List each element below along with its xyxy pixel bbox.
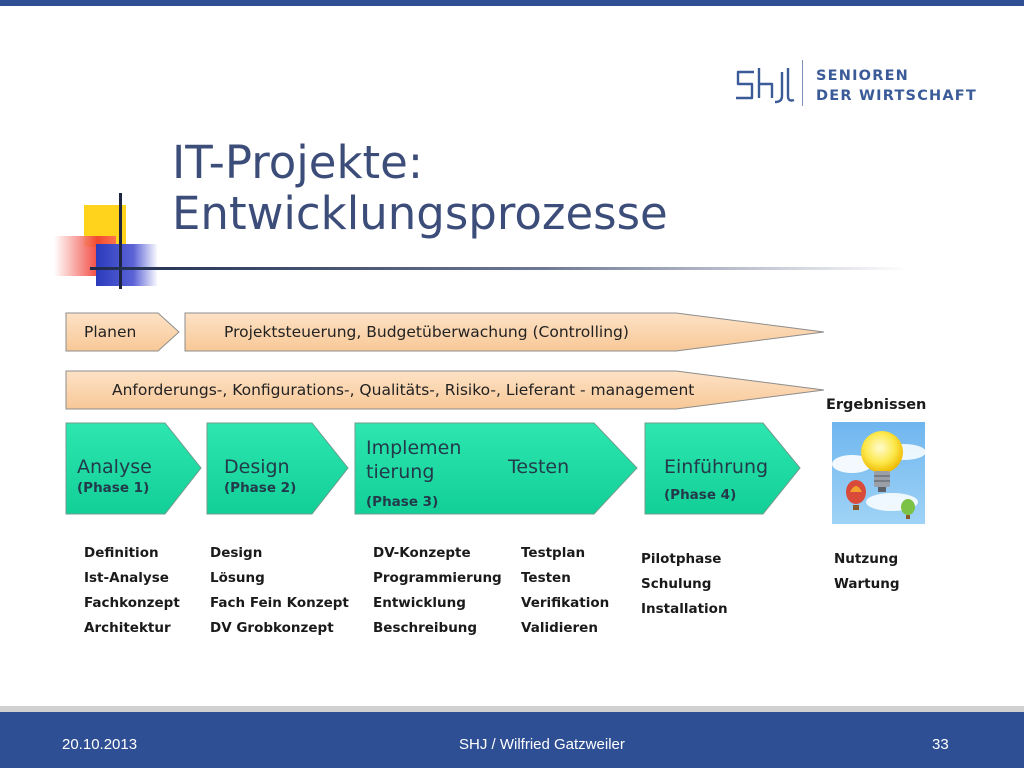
list-item: Ist-Analyse	[84, 570, 169, 586]
title-line-1: IT-Projekte:	[172, 136, 423, 189]
bar-projektsteuerung-label: Projektsteuerung, Budgetüberwachung (Controlling)	[224, 323, 629, 341]
list-item: Entwicklung	[373, 595, 466, 611]
footer-author: SHJ / Wilfried Gatzweiler	[459, 736, 625, 753]
list-item: Wartung	[834, 576, 900, 592]
list-testen	[521, 541, 609, 641]
list-item: DV Grobkonzept	[210, 620, 334, 636]
phase-implementierung-name-line1: Implemen	[366, 437, 462, 459]
list-item: Nutzung	[834, 551, 899, 567]
lightbulb-balloons-icon	[832, 422, 925, 524]
list-implementierung	[373, 541, 502, 641]
list-item: Definition	[84, 545, 159, 561]
list-item: Beschreibung	[373, 620, 478, 636]
phase-implementierung-number: (Phase 3)	[366, 494, 439, 510]
list-item: Validieren	[521, 620, 598, 636]
phase-einfuehrung-number: (Phase 4)	[664, 487, 737, 503]
list-item: Verifikation	[521, 595, 610, 611]
phase-analyse-name: Analyse	[77, 456, 152, 478]
list-item: Fachkonzept	[84, 595, 180, 611]
list-item: Architektur	[84, 620, 171, 636]
footer-date: 20.10.2013	[62, 736, 138, 753]
list-item: Fach Fein Konzept	[210, 595, 349, 611]
list-design	[210, 541, 349, 641]
list-item: Schulung	[641, 576, 712, 592]
list-item: DV-Konzepte	[373, 545, 471, 561]
logo-text-der-wirtschaft: DER WIRTSCHAFT	[816, 88, 977, 104]
phase-implementierung-name-line2: tierung	[366, 461, 435, 483]
list-einfuehrung	[641, 547, 728, 622]
list-ergebnisse	[834, 547, 900, 597]
footer-page-number: 33	[932, 736, 949, 753]
phase-design-number: (Phase 2)	[224, 480, 297, 496]
bar-management-label: Anforderungs-, Konfigurations-, Qualitäts-, Risiko-, Lieferant - management	[112, 381, 695, 399]
list-item: Lösung	[210, 570, 265, 586]
phase-analyse-number: (Phase 1)	[77, 480, 150, 496]
logo-text-senioren: SENIOREN	[816, 68, 910, 84]
title-line-2: Entwicklungsprozesse	[172, 187, 668, 240]
list-item: Installation	[641, 601, 728, 617]
phase-einfuehrung-name: Einführung	[664, 456, 769, 478]
results-title: Ergebnissen	[826, 397, 927, 413]
list-item: Pilotphase	[641, 551, 722, 567]
bar-planen-label: Planen	[84, 323, 137, 341]
list-item: Testplan	[521, 545, 586, 561]
list-item: Design	[210, 545, 263, 561]
phase-design-name: Design	[224, 456, 290, 478]
phase-testen-name: Testen	[508, 456, 570, 478]
list-analyse	[84, 541, 180, 641]
list-item: Testen	[521, 570, 571, 586]
list-item: Programmierung	[373, 570, 502, 586]
